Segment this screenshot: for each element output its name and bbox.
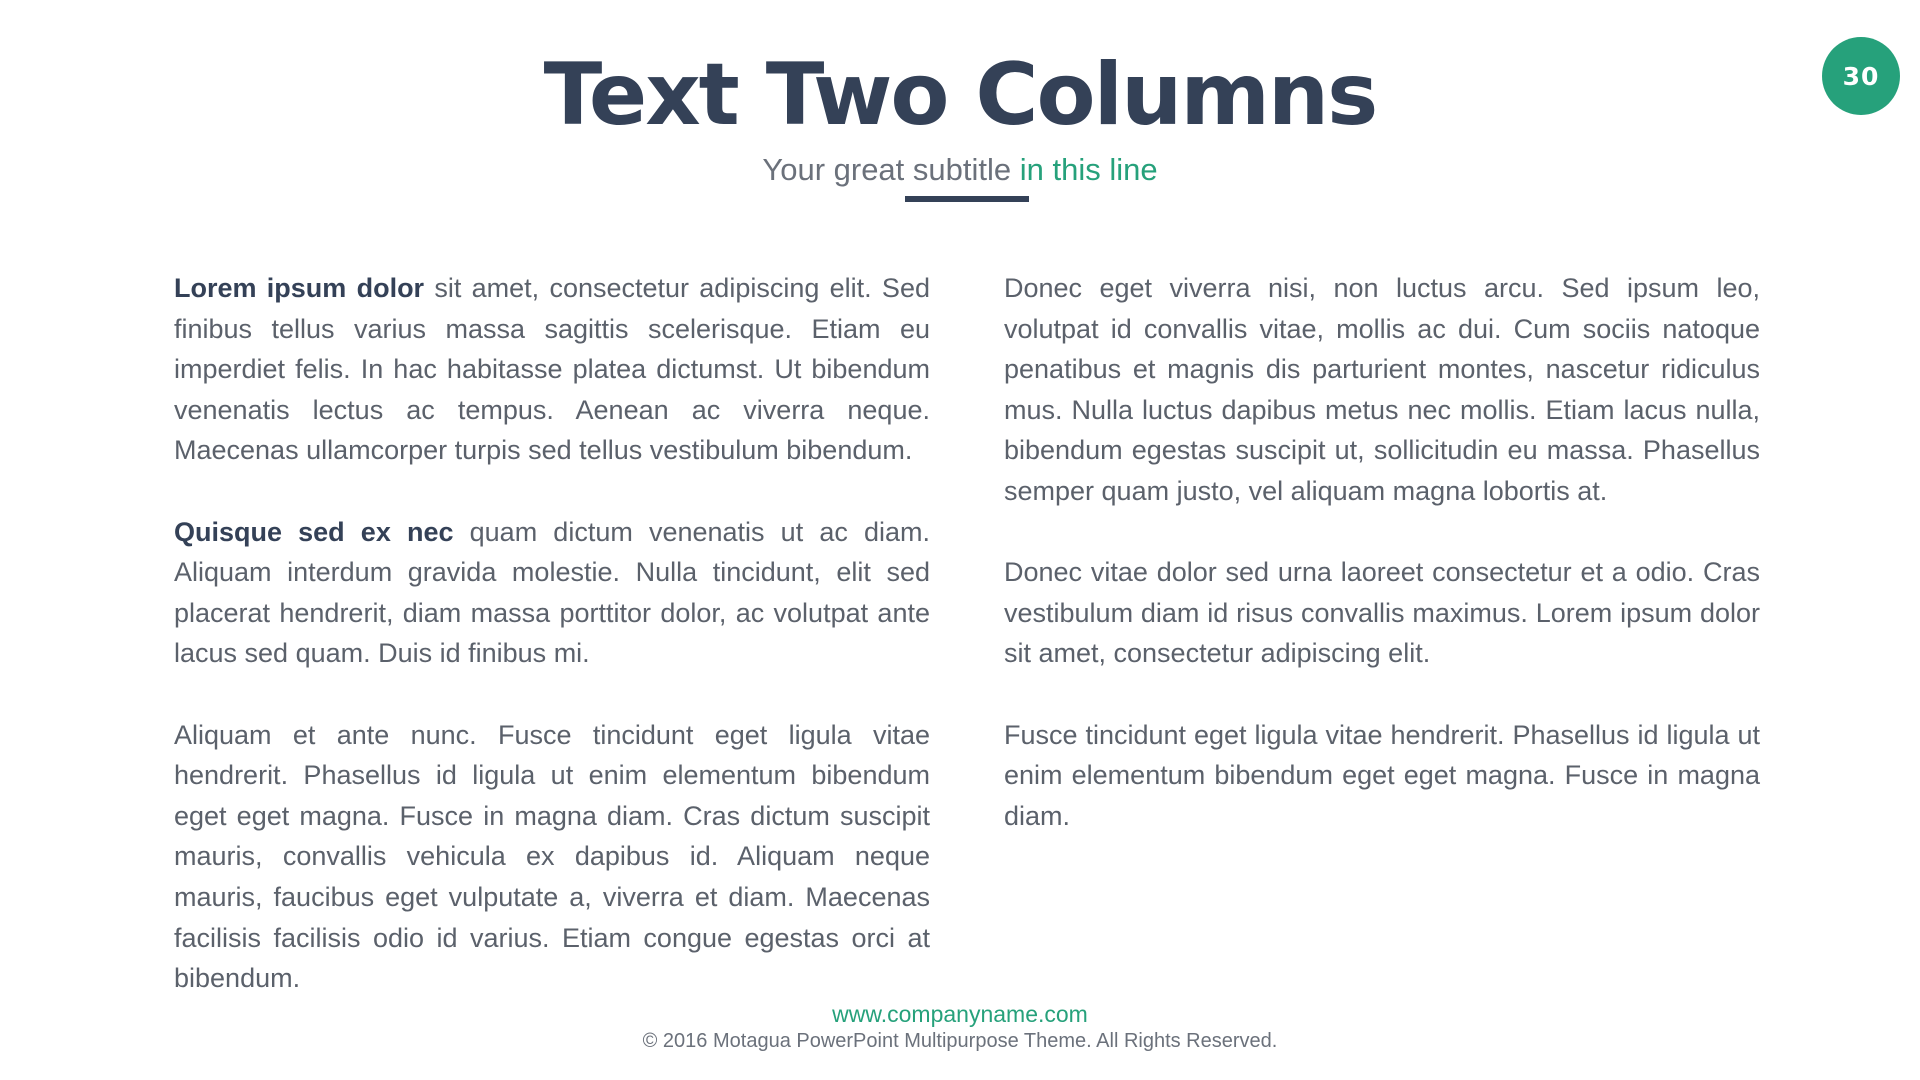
paragraph-text: quam dictum venenatis ut ac diam. Aliquam interdum gravida molestie. Nulla tincidunt, elit sed placerat hendrerit, diam massa porttitor dolor, ac volutpat ante lacus sed quam. Duis id finibus mi. <box>174 516 930 669</box>
left-paragraph-3 <box>174 715 930 999</box>
subtitle-accent: in this line <box>1019 152 1158 187</box>
slide-title: Text Two Columns <box>543 45 1377 145</box>
slide-subtitle <box>0 150 1920 190</box>
subtitle-main: Your great subtitle <box>762 152 1012 187</box>
right-paragraph-1 <box>1004 268 1760 512</box>
left-paragraph-2 <box>174 512 930 674</box>
paragraph-text: Fusce tincidunt eget ligula vitae hendrerit. Phasellus id ligula ut enim elementum bibendum eget eget magna. Fusce in magna diam. <box>1004 719 1760 831</box>
paragraph-lead: Quisque sed ex nec <box>174 516 454 547</box>
right-column <box>1004 268 1760 836</box>
paragraph-text: sit amet, consectetur adipiscing elit. Sed finibus tellus varius massa sagittis scelerisque. Etiam eu imperdiet felis. In hac habitasse platea dictumst. Ut bibendum venenatis lectus ac tempus. Aenean ac viverra neque. Maecenas ullamcorper turpis sed tellus vestibulum bibendum. <box>174 273 930 466</box>
page-number: 30 <box>1842 61 1880 91</box>
left-paragraph-1 <box>174 268 930 471</box>
paragraph-text: Aliquam et ante nunc. Fusce tincidunt eget ligula vitae hendrerit. Phasellus id ligula ut enim elementum bibendum eget eget magna. Fusce in magna diam. Cras dictum suscipit mauris, convallis vehicula ex dapibus id. Aliquam neque mauris, faucibus eget vulputate a, viverra et diam. Maecenas facilisis facilisis odio id varius. Etiam congue egestas orci at bibendum. <box>174 719 930 994</box>
left-column <box>174 268 930 999</box>
copyright-notice: © 2016 Motagua PowerPoint Multipurpose Theme. All Rights Reserved. <box>642 1030 1278 1052</box>
title-divider <box>905 196 1029 202</box>
paragraph-text: Donec eget viverra nisi, non luctus arcu. Sed ipsum leo, volutpat id convallis vitae, mollis ac dui. Cum sociis natoque penatibus et magnis dis parturient montes, nascetur ridiculus mus. Nulla luctus dapibus metus nec mollis. Etiam lacus nulla, bibendum egestas suscipit ut, sollicitudin eu massa. Phasellus semper quam justo, vel aliquam magna lobortis at. <box>1004 273 1760 506</box>
company-url[interactable]: www.companyname.com <box>832 1001 1088 1027</box>
paragraph-text: Donec vitae dolor sed urna laoreet consectetur et a odio. Cras vestibulum diam id risus convallis maximus. Lorem ipsum dolor sit amet, consectetur adipiscing elit. <box>1004 557 1760 669</box>
paragraph-lead: Lorem ipsum dolor <box>174 273 425 303</box>
slide-header <box>0 40 1920 190</box>
right-paragraph-2 <box>1004 552 1760 674</box>
slide-footer <box>0 1000 1920 1054</box>
right-paragraph-3 <box>1004 715 1760 837</box>
